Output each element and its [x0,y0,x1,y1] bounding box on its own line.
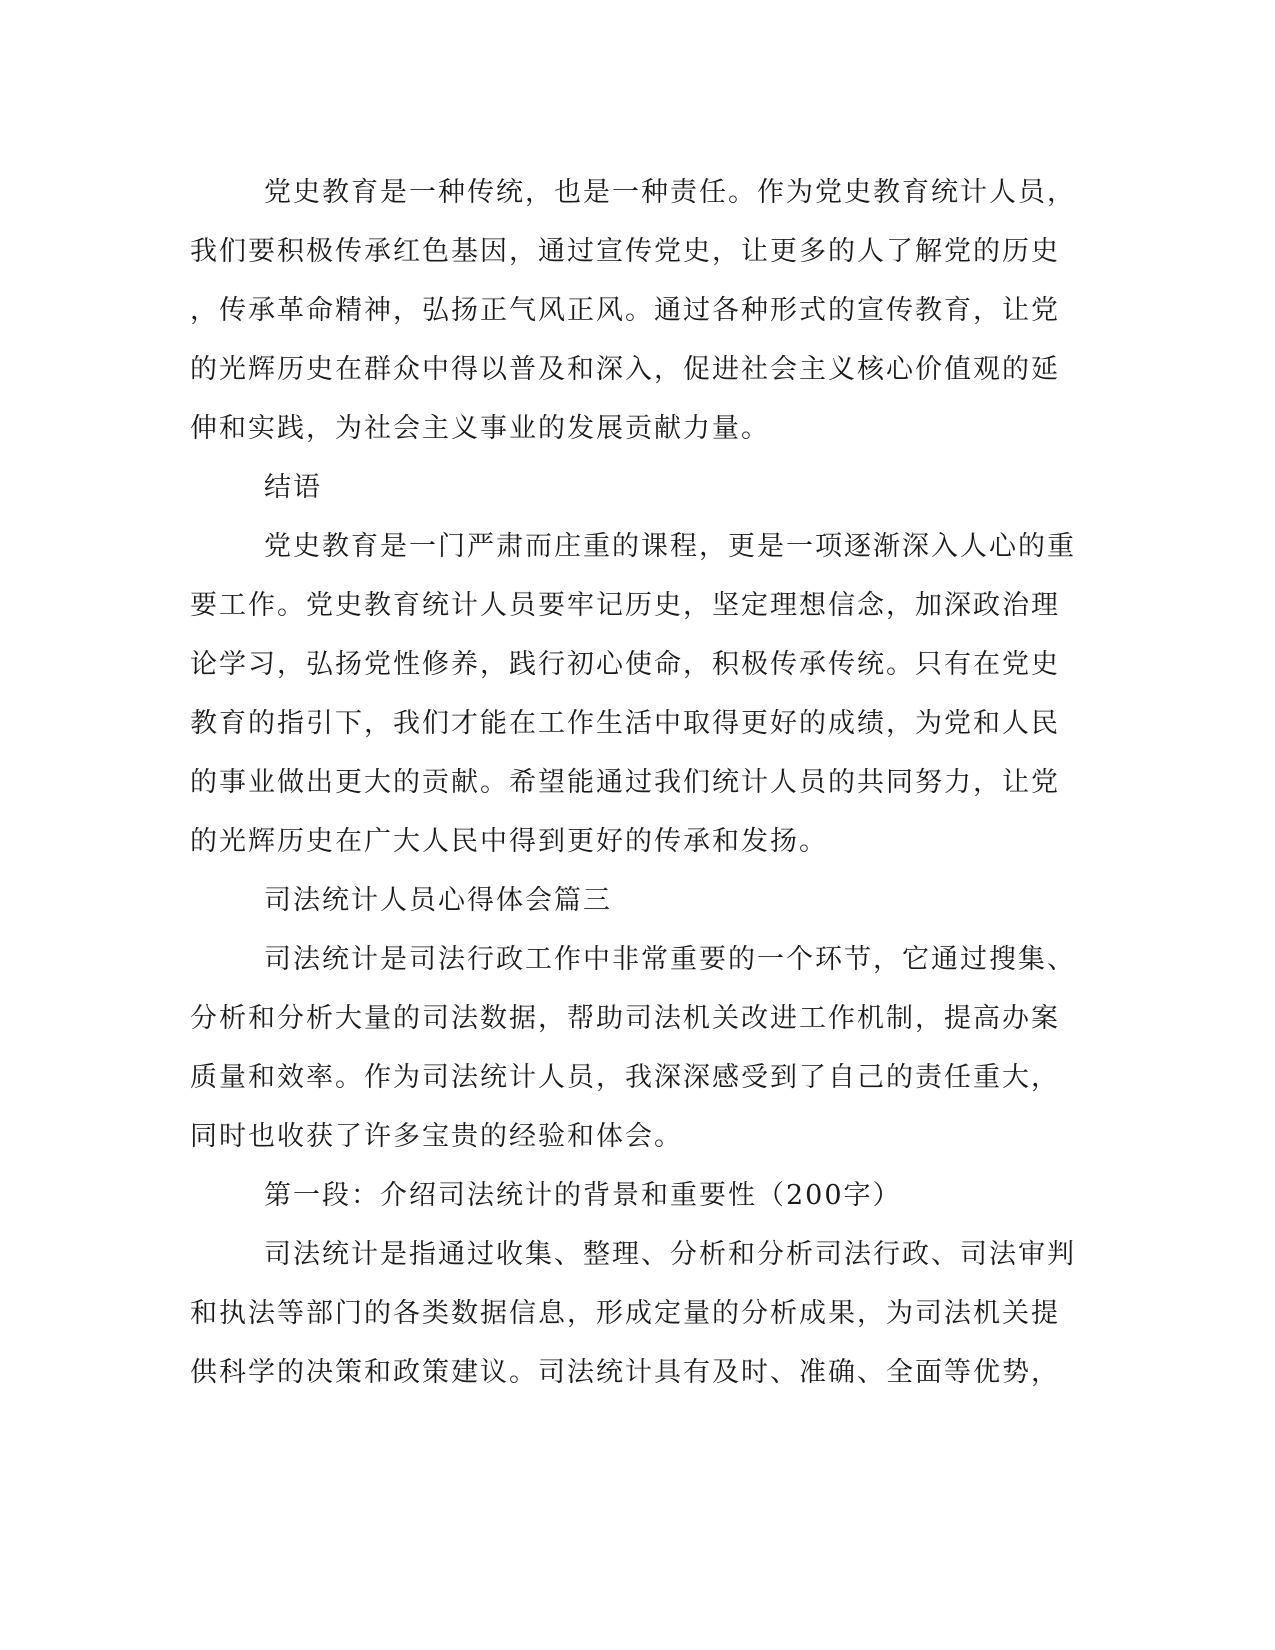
text-line: ，传承革命精神，弘扬正气风正风。通过各种形式的宣传教育，让党 [190,295,1060,326]
text-line: 论学习，弘扬党性修养，践行初心使命，积极传承传统。只有在党史 [190,649,1060,680]
text-line: 的光辉历史在广大人民中得到更好的传承和发扬。 [190,826,828,857]
text-line: 教育的指引下，我们才能在工作生活中取得更好的成绩，为党和人民 [190,708,1060,739]
text-line: 和执法等部门的各类数据信息，形成定量的分析成果，为司法机关提 [190,1298,1060,1329]
section-heading-part-three: 司法统计人员心得体会篇三 [264,885,612,916]
section-heading-paragraph-one: 第一段：介绍司法统计的背景和重要性（200字） [264,1180,902,1211]
text-line: 的光辉历史在群众中得以普及和深入，促进社会主义核心价值观的延 [190,354,1060,385]
text-line: 党史教育是一门严肃而庄重的课程，更是一项逐渐深入人心的重 [264,531,1076,562]
text-line: 要工作。党史教育统计人员要牢记历史，坚定理想信念，加深政治理 [190,590,1060,621]
text-line: 司法统计是司法行政工作中非常重要的一个环节，它通过搜集、 [264,944,1076,975]
text-line: 的事业做出更大的贡献。希望能通过我们统计人员的共同努力，让党 [190,767,1060,798]
text-line: 司法统计是指通过收集、整理、分析和分析司法行政、司法审判 [264,1239,1076,1270]
section-heading-conclusion: 结语 [264,472,322,503]
document-body [190,163,1085,1402]
text-line: 伸和实践，为社会主义事业的发展贡献力量。 [190,413,770,444]
text-line: 质量和效率。作为司法统计人员，我深深感受到了自己的责任重大， [190,1062,1060,1093]
text-line: 我们要积极传承红色基因，通过宣传党史，让更多的人了解党的历史 [190,236,1060,267]
text-line: 分析和分析大量的司法数据，帮助司法机关改进工作机制，提高办案 [190,1003,1060,1034]
text-line: 供科学的决策和政策建议。司法统计具有及时、准确、全面等优势， [190,1357,1060,1388]
text-line: 同时也收获了许多宝贵的经验和体会。 [190,1121,683,1152]
text-line: 党史教育是一种传统，也是一种责任。作为党史教育统计人员， [264,177,1076,208]
